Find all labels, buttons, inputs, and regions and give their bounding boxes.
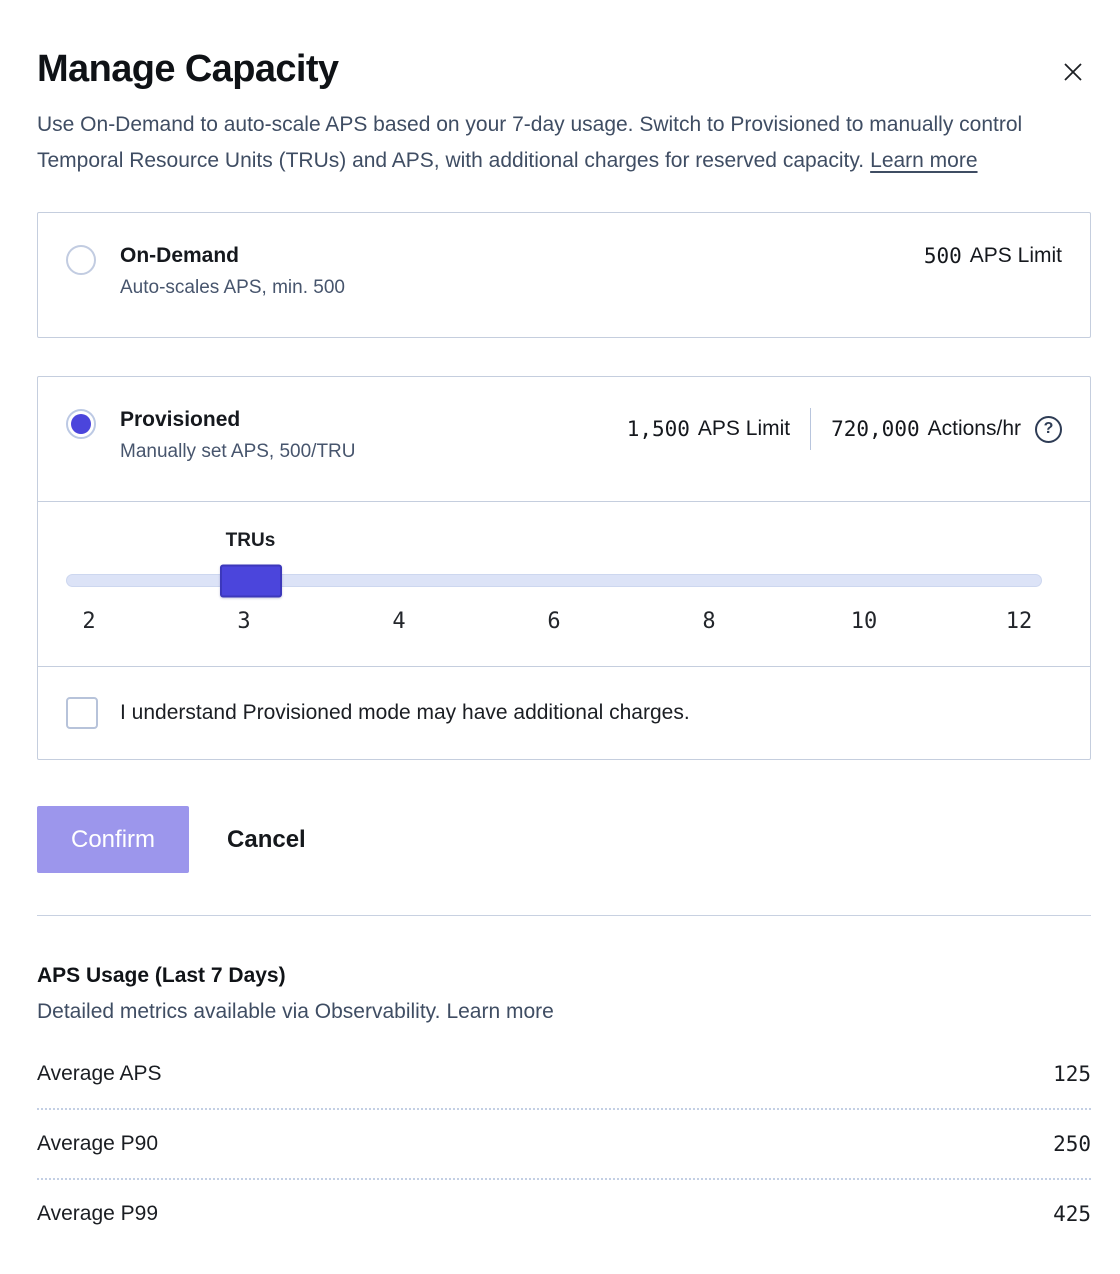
on-demand-limit-unit: APS Limit xyxy=(969,244,1062,267)
radio-selected-dot xyxy=(71,414,91,434)
on-demand-option-card[interactable] xyxy=(37,212,1091,338)
tick-label: 12 xyxy=(1005,609,1033,634)
tick-label: 2 xyxy=(82,609,96,634)
table-row xyxy=(37,1040,1091,1110)
tick-label: 4 xyxy=(392,609,406,634)
tru-slider-label: TRUs xyxy=(225,530,276,551)
tru-slider-handle[interactable] xyxy=(220,564,282,597)
learn-more-link[interactable]: Learn more xyxy=(870,149,978,172)
metric-label: Average P90 xyxy=(37,1132,159,1155)
dialog-header xyxy=(37,48,1091,91)
table-row xyxy=(37,1180,1091,1248)
tru-slider-track[interactable] xyxy=(66,574,1042,587)
on-demand-limit-value: 500 xyxy=(923,244,962,268)
tick-label: 3 xyxy=(237,609,251,634)
help-icon[interactable]: ? xyxy=(1035,416,1062,443)
tick-label: 6 xyxy=(547,609,561,634)
provisioned-row[interactable] xyxy=(38,377,1090,501)
tru-slider-area xyxy=(66,530,1042,634)
usage-subheading-text: Detailed metrics available via Observability. xyxy=(37,1000,441,1023)
section-divider xyxy=(37,915,1091,916)
table-row xyxy=(37,1110,1091,1180)
on-demand-subtitle: Auto-scales APS, min. 500 xyxy=(120,277,345,298)
dialog-description xyxy=(37,107,1085,179)
page-title: Manage Capacity xyxy=(37,48,339,90)
provisioned-title: Provisioned xyxy=(120,408,241,431)
provisioned-aps-value: 1,500 xyxy=(626,417,690,441)
tick-label: 8 xyxy=(702,609,716,634)
provisioned-actions-unit: Actions/hr xyxy=(927,417,1021,440)
confirm-button[interactable]: Confirm xyxy=(37,806,189,873)
on-demand-row xyxy=(38,213,1090,337)
usage-metrics-table xyxy=(37,1040,1091,1248)
aps-usage-section xyxy=(37,964,1091,1248)
metric-label: Average P99 xyxy=(37,1202,159,1225)
metric-value: 250 xyxy=(1053,1132,1091,1156)
metric-value: 125 xyxy=(1053,1062,1091,1086)
provisioned-subtitle: Manually set APS, 500/TRU xyxy=(120,441,356,462)
on-demand-title: On-Demand xyxy=(120,244,240,267)
tick-label: 10 xyxy=(850,609,878,634)
provisioned-text xyxy=(120,407,627,465)
dialog-actions xyxy=(37,806,1091,873)
on-demand-text xyxy=(120,243,924,301)
acknowledge-row xyxy=(38,666,1090,759)
provisioned-option-card xyxy=(37,376,1091,760)
tru-slider-section xyxy=(38,501,1090,666)
close-icon xyxy=(1061,60,1085,84)
acknowledge-label: I understand Provisioned mode may have additional charges. xyxy=(120,701,690,724)
provisioned-limits xyxy=(627,408,1062,450)
usage-subheading xyxy=(37,1000,1091,1024)
on-demand-radio[interactable] xyxy=(66,245,96,275)
description-text: Use On-Demand to auto-scale APS based on your 7-day usage. Switch to Provisioned to manually control Temporal Resource Units (TRUs) and APS, with additional charges for reserved capacity. xyxy=(37,113,1023,172)
usage-heading: APS Usage (Last 7 Days) xyxy=(37,964,286,987)
provisioned-aps-unit: APS Limit xyxy=(697,417,791,440)
metric-value: 425 xyxy=(1053,1202,1091,1226)
limits-divider xyxy=(810,408,811,450)
provisioned-actions-value: 720,000 xyxy=(831,417,920,441)
metric-label: Average APS xyxy=(37,1062,162,1085)
close-button[interactable] xyxy=(1055,54,1091,90)
on-demand-limit xyxy=(924,244,1062,268)
cancel-button[interactable]: Cancel xyxy=(227,825,306,853)
provisioned-radio[interactable] xyxy=(66,409,96,439)
usage-learn-more-link[interactable]: Learn more xyxy=(446,1000,554,1023)
acknowledge-checkbox[interactable] xyxy=(66,697,98,729)
tru-slider-ticks xyxy=(66,609,1042,634)
